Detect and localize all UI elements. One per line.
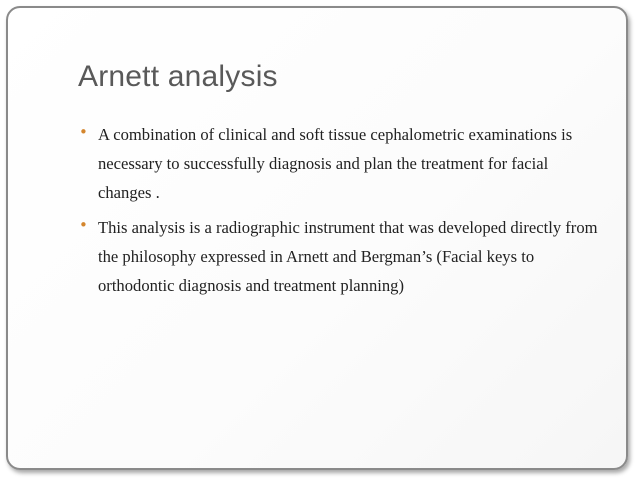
slide-frame <box>6 6 628 470</box>
bullet-text-1: A combination of clinical and soft tissue cephalometric examinations is necessary to successfully diagnosis and plan the treatment for facial changes . <box>98 125 573 202</box>
bullet-text-2: This analysis is a radiographic instrument that was developed directly from the philosophy expressed in Arnett and Bergman’s (Facial keys to orthodontic diagnosis and treatment planning) <box>98 218 598 295</box>
bullet-item-1 <box>80 120 600 207</box>
bullet-icon: • <box>79 123 88 141</box>
bullet-list <box>80 120 600 306</box>
bullet-item-2 <box>80 213 600 300</box>
slide-title: Arnett analysis <box>78 60 278 93</box>
bullet-icon: • <box>79 216 88 234</box>
